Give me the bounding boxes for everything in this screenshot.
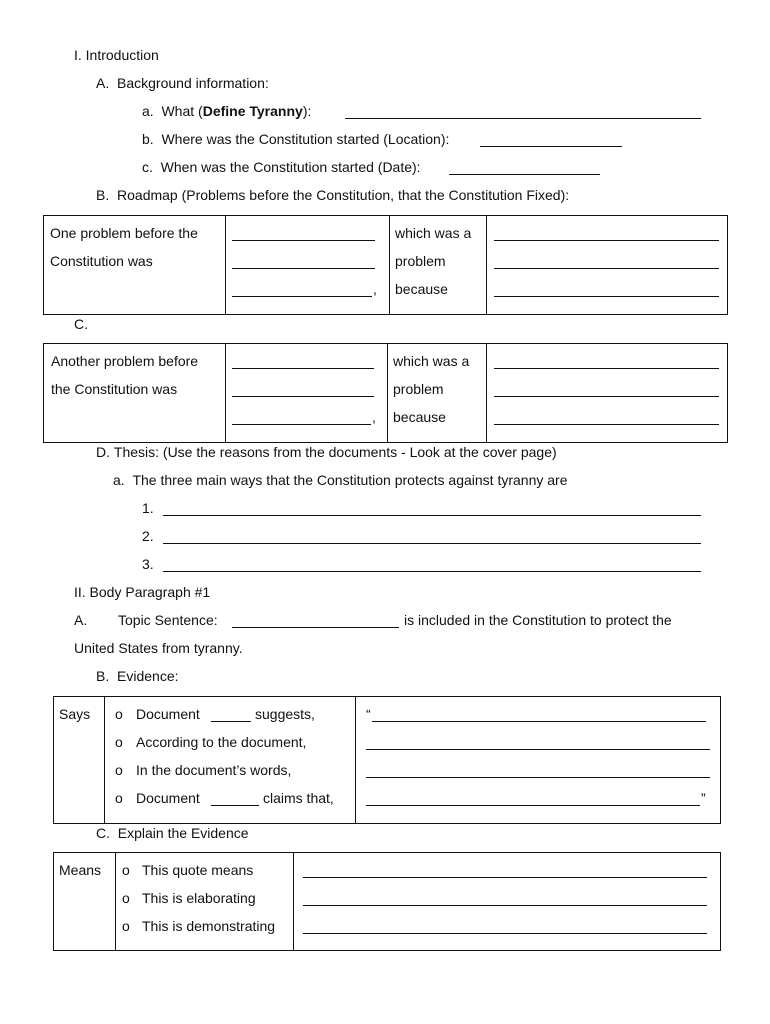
define-tyranny-pre: What ( [161, 103, 203, 119]
define-tyranny-label: a. [142, 103, 154, 119]
means-bullet-3: o [122, 918, 130, 934]
evidence-quote-blank-3[interactable] [366, 765, 710, 778]
means-blank-1[interactable] [303, 865, 707, 878]
evidence-quote-blank-1[interactable] [372, 709, 706, 722]
means-bullet-2: o [122, 890, 130, 906]
location-text: Where was the Constitution started (Location): [161, 131, 450, 147]
location-label: b. [142, 131, 154, 147]
evidence-bullet-1: o [115, 706, 123, 722]
means-opt1: This quote means [142, 862, 254, 878]
means-table [53, 852, 721, 951]
background-text: Background information: [117, 75, 269, 91]
problem2-reason-blank-2[interactable] [494, 384, 719, 397]
problem1-because: because [395, 281, 448, 297]
evidence-doc-blank-2[interactable] [211, 793, 259, 806]
evidence-opt2: According to the document, [136, 734, 307, 750]
define-tyranny-blank[interactable] [345, 106, 701, 119]
evidence-doc-blank-1[interactable] [211, 709, 251, 722]
date-text: When was the Constitution started (Date): [160, 159, 421, 175]
evidence-table [53, 696, 721, 824]
problem1-line1: One problem before the [50, 225, 198, 241]
explain-heading [96, 825, 249, 841]
evidence-text: Evidence: [117, 668, 179, 684]
evidence-bullet-4: o [115, 790, 123, 806]
problem2-comma: , [372, 409, 376, 425]
roadmap-label: B. [96, 187, 110, 203]
topic-pre: Topic Sentence: [118, 612, 218, 628]
explain-label: C. [96, 825, 110, 841]
evidence-opt1-post: suggests, [255, 706, 315, 722]
background-label: A. [96, 75, 110, 91]
problem1-reason-blank-2[interactable] [494, 256, 719, 269]
problem2-because: because [393, 409, 446, 425]
background-heading [96, 75, 269, 91]
evidence-side-label: Says [59, 706, 91, 722]
topic-blank[interactable] [232, 615, 399, 628]
thesis-text: Thesis: (Use the reasons from the documents - Look at the cover page) [113, 444, 557, 460]
problem2-blank-1[interactable] [232, 356, 374, 369]
thesis-num-1: 1. [142, 500, 154, 516]
means-blank-3[interactable] [303, 921, 707, 934]
evidence-opt4-pre: Document [136, 790, 200, 806]
evidence-opt1-pre: Document [136, 706, 200, 722]
thesis-blank-3[interactable] [163, 559, 701, 572]
thesis-sub [113, 472, 567, 488]
problem2-line2: the Constitution was [51, 381, 178, 397]
location-blank[interactable] [480, 134, 622, 147]
problem1-comma: , [373, 281, 377, 297]
date-row [142, 159, 421, 175]
thesis-label: D. [96, 444, 110, 460]
evidence-open-quote: “ [366, 706, 371, 722]
thesis-num-3: 3. [142, 556, 154, 572]
topic-post: is included in the Constitution to protect the [404, 612, 672, 628]
problem1-blank-2[interactable] [232, 256, 375, 269]
topic-line2: United States from tyranny. [74, 640, 243, 656]
define-tyranny-row [142, 103, 311, 119]
problem-table-2 [43, 343, 728, 443]
evidence-quote-blank-2[interactable] [366, 737, 710, 750]
thesis-sub-label: a. [113, 472, 125, 488]
problem1-problem: problem [395, 253, 446, 269]
thesis-heading [96, 444, 557, 460]
thesis-sub-text: The three main ways that the Constitution protects against tyranny are [132, 472, 568, 488]
evidence-bullet-3: o [115, 762, 123, 778]
problem2-which: which was a [393, 353, 470, 369]
means-side-label: Means [59, 862, 102, 878]
problem2-problem: problem [393, 381, 444, 397]
evidence-opt4-post: claims that, [263, 790, 334, 806]
topic-label: A. [74, 612, 88, 628]
problem1-reason-blank-1[interactable] [494, 228, 719, 241]
means-blank-2[interactable] [303, 893, 707, 906]
evidence-quote-blank-4[interactable] [366, 793, 700, 806]
problem2-reason-blank-3[interactable] [494, 412, 719, 425]
thesis-num-2: 2. [142, 528, 154, 544]
roadmap-heading [96, 187, 569, 203]
evidence-close-quote: ” [701, 790, 706, 806]
means-bullet-1: o [122, 862, 130, 878]
define-tyranny-post: ): [302, 103, 312, 119]
problem-table-1 [43, 215, 728, 315]
problem1-line2: Constitution was [50, 253, 153, 269]
problem2-blank-2[interactable] [232, 384, 374, 397]
body-heading: II. Body Paragraph #1 [74, 584, 211, 600]
define-tyranny-bold: Define Tyranny [202, 103, 303, 119]
date-label: c. [142, 159, 153, 175]
location-row [142, 131, 449, 147]
thesis-blank-2[interactable] [163, 531, 701, 544]
roadmap-text: Roadmap (Problems before the Constitution, that the Constitution Fixed): [117, 187, 570, 203]
problem2-line1: Another problem before [51, 353, 199, 369]
evidence-label: B. [96, 668, 110, 684]
intro-heading: I. Introduction [74, 47, 159, 63]
evidence-heading [96, 668, 179, 684]
problem2-reason-blank-1[interactable] [494, 356, 719, 369]
date-blank[interactable] [449, 162, 600, 175]
means-opt3: This is demonstrating [142, 918, 276, 934]
problem1-blank-3[interactable] [232, 284, 372, 297]
problem2-blank-3[interactable] [232, 412, 371, 425]
problem1-reason-blank-3[interactable] [494, 284, 719, 297]
evidence-bullet-2: o [115, 734, 123, 750]
evidence-opt3: In the document’s words, [136, 762, 292, 778]
problem1-which: which was a [395, 225, 472, 241]
means-opt2: This is elaborating [142, 890, 256, 906]
thesis-blank-1[interactable] [163, 503, 701, 516]
explain-text: Explain the Evidence [117, 825, 249, 841]
problem1-blank-1[interactable] [232, 228, 375, 241]
c-label: C. [74, 316, 88, 332]
